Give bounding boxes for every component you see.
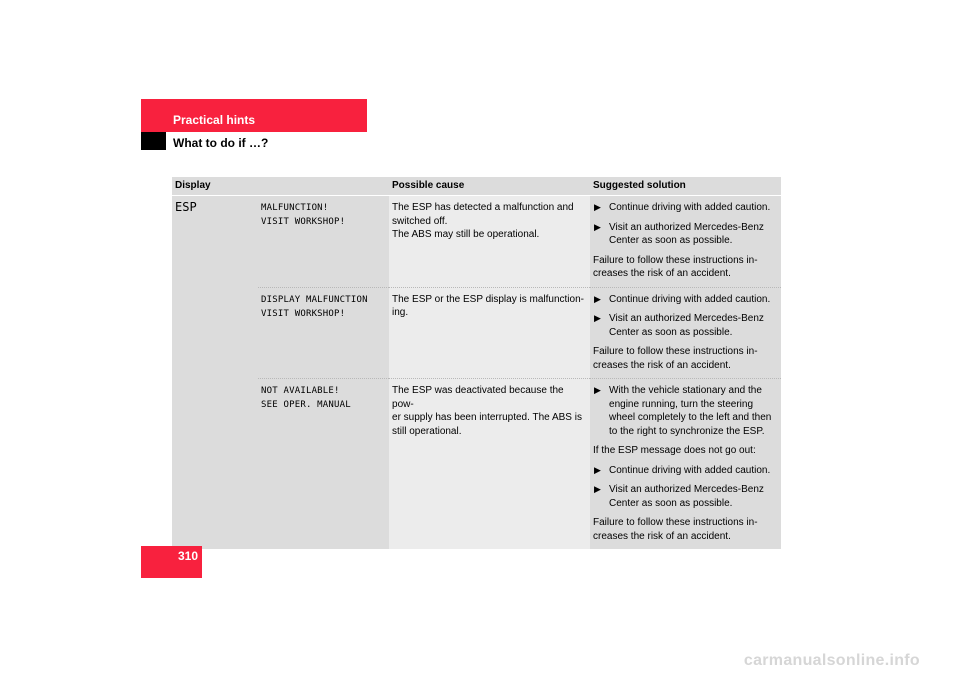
column-header-solution: Suggested solution bbox=[590, 177, 781, 196]
section-title: Practical hints bbox=[173, 113, 256, 127]
solution-note-line: creases the risk of an accident. bbox=[593, 359, 731, 371]
message-code-line: VISIT WORKSHOP! bbox=[261, 308, 346, 319]
troubleshooting-table bbox=[172, 177, 781, 549]
header-black-tab bbox=[141, 132, 166, 150]
page-number: 310 bbox=[177, 549, 198, 563]
solution-step-line: Center as soon as possible. bbox=[609, 235, 733, 246]
message-code-line: VISIT WORKSHOP! bbox=[261, 217, 346, 227]
solution-step-line: With the vehicle stationary and the bbox=[609, 385, 762, 396]
solution-step-line: Continue driving with added caution. bbox=[609, 464, 771, 476]
solution-cell bbox=[590, 287, 781, 379]
solution-note-line: Failure to follow these instructions in- bbox=[593, 346, 758, 357]
solution-step-line: Continue driving with added caution. bbox=[609, 202, 771, 213]
cause-cell bbox=[389, 196, 590, 288]
message-code-cell bbox=[258, 196, 389, 288]
solution-note-line: If the ESP message does not go out: bbox=[593, 445, 756, 456]
message-code-cell bbox=[258, 287, 389, 379]
solution-cell bbox=[590, 379, 781, 550]
solution-step bbox=[593, 464, 778, 478]
table-row bbox=[172, 287, 781, 379]
arrow-right-icon: ▶ bbox=[594, 464, 601, 475]
cause-line: ing. bbox=[392, 307, 409, 318]
solution-step bbox=[593, 384, 778, 438]
cause-line: The ESP or the ESP display is malfunction- bbox=[392, 293, 584, 305]
solution-step-line: Visit an authorized Mercedes-Benz bbox=[609, 221, 764, 233]
solution-note-line: Failure to follow these instructions in- bbox=[593, 254, 758, 266]
watermark-footer: carmanualsonline.info bbox=[743, 652, 920, 669]
solution-step-line: Continue driving with added caution. bbox=[609, 293, 771, 305]
solution-step bbox=[593, 293, 778, 307]
solution-step bbox=[593, 483, 778, 510]
solution-note bbox=[593, 444, 778, 458]
table-header-row bbox=[172, 177, 781, 196]
solution-step-line: wheel completely to the left and then bbox=[609, 412, 772, 423]
cause-line: The ESP has detected a malfunction and bbox=[392, 202, 574, 213]
solution-step-line: to the right to synchronize the ESP. bbox=[609, 425, 765, 437]
solution-note-line: Failure to follow these instructions in- bbox=[593, 517, 758, 528]
page-number-box bbox=[141, 546, 202, 578]
message-code-cell bbox=[258, 379, 389, 550]
arrow-right-icon: ▶ bbox=[594, 484, 601, 494]
cause-line: The ESP was deactivated because the pow- bbox=[392, 385, 564, 410]
solution-step-line: Visit an authorized Mercedes-Benz bbox=[609, 484, 764, 495]
solution-note bbox=[593, 345, 778, 372]
solution-step-line: Center as soon as possible. bbox=[609, 497, 733, 509]
arrow-right-icon: ▶ bbox=[594, 293, 601, 304]
solution-step bbox=[593, 201, 778, 215]
message-code-line: MALFUNCTION! bbox=[261, 203, 329, 213]
display-cell bbox=[172, 196, 258, 550]
cause-line: still operational. bbox=[392, 425, 462, 437]
solution-step-line: Visit an authorized Mercedes-Benz bbox=[609, 313, 764, 324]
solution-step bbox=[593, 312, 778, 339]
arrow-right-icon: ▶ bbox=[594, 221, 601, 232]
cause-cell bbox=[389, 379, 590, 550]
solution-note-line: creases the risk of an accident. bbox=[593, 268, 731, 279]
column-header-display: Display bbox=[172, 177, 389, 196]
cause-line: switched off. bbox=[392, 215, 448, 227]
arrow-right-icon: ▶ bbox=[594, 202, 601, 212]
display-label: ESP bbox=[175, 200, 197, 214]
column-header-cause: Possible cause bbox=[389, 177, 590, 196]
message-code-line: NOT AVAILABLE! bbox=[261, 386, 340, 396]
solution-note-line: creases the risk of an accident. bbox=[593, 530, 731, 542]
message-code-line: DISPLAY MALFUNCTION bbox=[261, 294, 368, 305]
solution-cell bbox=[590, 196, 781, 288]
arrow-right-icon: ▶ bbox=[594, 313, 601, 323]
solution-note bbox=[593, 254, 778, 281]
cause-line: The ABS may still be operational. bbox=[392, 229, 540, 240]
solution-note bbox=[593, 516, 778, 543]
message-code-line: SEE OPER. MANUAL bbox=[261, 400, 351, 410]
solution-step-line: engine running, turn the steering bbox=[609, 398, 754, 410]
cause-line: er supply has been interrupted. The ABS is bbox=[392, 412, 582, 423]
table-row bbox=[172, 196, 781, 288]
arrow-right-icon: ▶ bbox=[594, 385, 601, 395]
solution-step bbox=[593, 221, 778, 248]
table-row bbox=[172, 379, 781, 550]
solution-step-line: Center as soon as possible. bbox=[609, 326, 733, 338]
section-subtitle: What to do if …? bbox=[173, 136, 269, 150]
cause-cell bbox=[389, 287, 590, 379]
